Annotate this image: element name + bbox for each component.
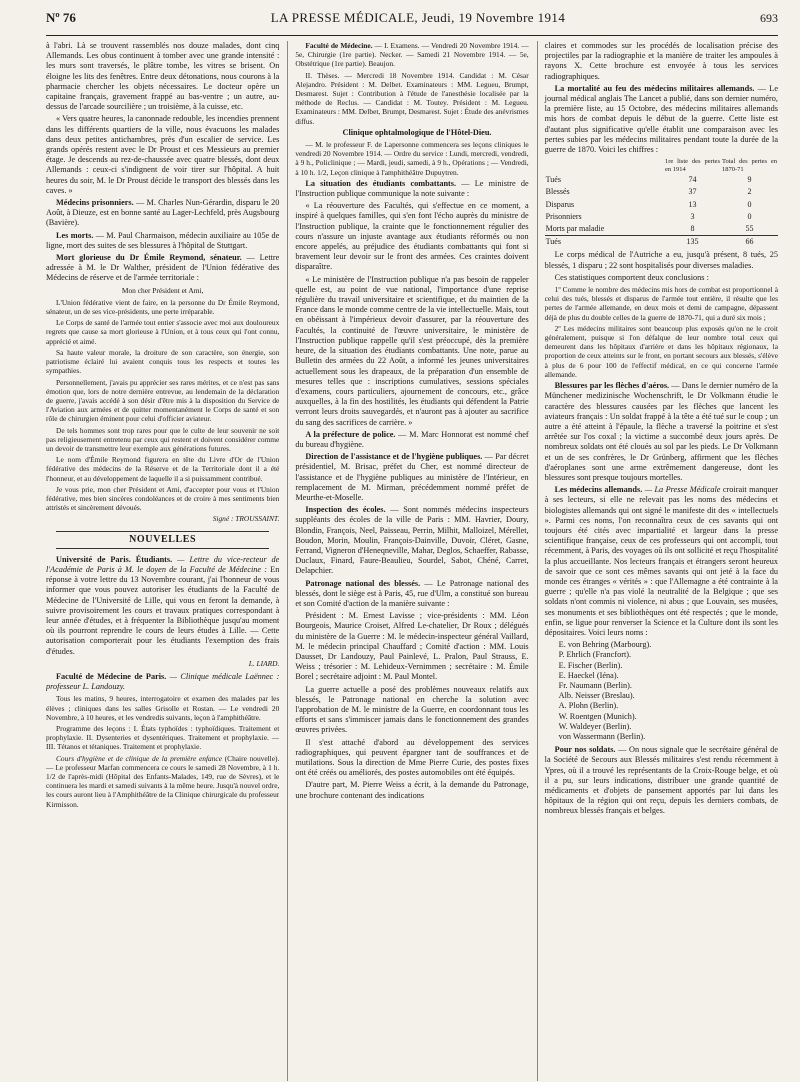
cell: 37 — [688, 187, 697, 197]
letter-paragraph: L'Union fédérative vient de faire, en la personne du Dr Émile Reymond, sénateur, un de ses vice-présidents, une perte irréparable. — [46, 297, 280, 317]
heading: Faculté de Médecine. — [305, 41, 373, 50]
news-item-mortality — [545, 84, 778, 155]
news-item-exams — [295, 41, 528, 69]
masthead-title: LA PRESSE MÉDICALE, Jeudi, 19 Novembre 1914 — [270, 10, 566, 25]
table-header — [545, 157, 778, 174]
list-item: W. Waldeyer (Berlin). — [558, 721, 632, 731]
body: — Le ministre de l'Instruction publique communique la note suivante : — [295, 178, 529, 199]
letter-salutation: Mon cher Président et Ami, — [121, 285, 204, 295]
body: — On nous signale que le secrétaire général de la Société de Secours aux Blessés militaires s'est rendu récemment à Ypres, où il a trouvé les représentants de la Croix-Rouge belge, et où il a pu, sur leurs indications, distribuer une grande quantité de médicaments et d'objets de pansement apportés par lui dans les hôpitaux de la région qui ont reçu, depuis les derniers combats, de nombreux blessés français et belges. — [544, 745, 778, 816]
list-item: E. von Behring (Marbourg). — [558, 640, 652, 650]
list-item: E. Haeckel (Iéna). — [558, 670, 619, 680]
table-row — [545, 174, 778, 186]
heading: Mort glorieuse du Dr Émile Reymond, sénateur. — [56, 253, 242, 263]
letter-signature: Signé : TROUSSAINT. — [212, 514, 280, 524]
news-item-ophtalmology: — M. le professeur F. de Lapersonne commencera ses leçons cliniques le vendredi 20 Novembre 1914. — Ordre du service : Lundi, mercredi, vendredi, à 9 h., Policlinique ; — Mardi, jeudi, samedi, à 9 h., Opérations ; — Vendredi, à 10 h. 1/2, Leçon clinique à l'amphithéâtre Dupuytren. — [295, 140, 529, 177]
row-label: Tués — [545, 175, 561, 185]
table-row — [545, 223, 778, 236]
cell: 55 — [745, 224, 754, 234]
letter-paragraph: Je vous prie, mon cher Président et Ami, d'accepter pour vous et l'Union fédérative, mes bien sincères condoléances et de croire à mes sentiments bien attristés et sincèrement dévoués. — [46, 484, 280, 513]
list-item: von Wassermann (Berlin). — [558, 732, 646, 741]
heading: La mortalité au feu des médecins militaires allemands. — [554, 83, 755, 93]
news-item-faculty — [46, 672, 279, 692]
paragraph: Il s'est attaché d'abord au développement des services radiographiques, qui peuvent épargner tant de souffrances et de mutilations. Sous la direction de Mme Pierre Curie, des postes fixes ont été créés ou améliorés, des postes automobiles ont été équipés. — [295, 737, 529, 778]
news-item-inspection — [295, 505, 528, 576]
cell: 135 — [664, 236, 721, 249]
body: — Dans le dernier numéro de la Münchener medizinische Wochenschrift, le Dr Volkmann étudie le caractère des blessures causées par les flèches que lancent les aviateurs français : Un soldat frappé à la tête a été tué sur le coup ; un autre a été atteint à l'épaule, la flèche a traversé la poitrine et s'est arrêtée sur l'os coxal ; la victime a succombé deux jours après. De nombreux soldats ont été cloués au sol par les pieds. Le Dr Volkmann et un de ses confrères, le Dr Grünberg, affirment que les flèches d'aéroplanes sont une arme extrêmement dangereuse, dont les blessures sont presque toujours mortelles. — [544, 381, 778, 482]
row-label: Blessés — [545, 187, 570, 197]
paragraph: « La réouverture des Facultés, qui s'effectue en ce moment, a inspiré à quelques familles, qui s'en font l'écho auprès du ministre de l'Instruction publique, la crainte que le fonctionnement régulier des cours n'assure un injuste avantage aux étudiants réformés ou non encore appelés, au préjudice des étudiants combattants qui font si bravement leur devoir sur le front des armées. Ces craintes doivent disparaître. — [295, 201, 529, 272]
cell: 66 — [721, 236, 778, 249]
column-3 — [537, 41, 778, 1081]
paragraph: « Le ministère de l'Instruction publique n'a pas besoin de rappeler quelle est, au point de vue national, l'importance d'une reprise régulière du travail universitaire et scientifique, et du maintien de la France dans le monde comme centre de la vie intellectuelle. Mais, tout en obéissant à l'impérieux devoir d'assurer, par la réouverture des Facultés, la continuité de l'œuvre universitaire, le ministère de l'Instruction publique rappelle qu'il s'est préoccupé, dès la première heure, de la situation des étudiants combattants. Une note, parue au Bulletin des armées du 22 Août, a informé les jeunes universitaires actuellement sous les drapeaux, de la préparation d'un ensemble de mesures telles que : inscriptions cumulatives, sessions spéciales d'examens, cours particuliers, ajournement de concours, etc., grâce auxquelles, à la fin des hostilités, les étudiants qui défendent la Patrie verront leurs droits sauvegardés, et n'auront pas à ajouter au sacrifice du sang des sacrifices de carrière. » — [295, 274, 529, 427]
news-item-prefecture — [295, 430, 528, 450]
list-item: W. Roentgen (Munich). — [558, 711, 637, 721]
paragraph: 2º Les médecins militaires sont beaucoup plus exposés qu'on ne le croit généralement, puisque si l'on défalque de leur nombre total ceux qui demeurent dans les hôpitaux d'arrière et dans les hôpitaux régionaux, la proportion de ceux atteints sur le front, en portant secours aux blessés, s'élève à plus de 6 pour 100 de l'effectif médical, en ce qui concerne l'armée allemande. — [544, 323, 778, 379]
row-label: Disparus — [545, 199, 575, 209]
body: (Chaire nouvelle). — Le professeur Marfan commencera ce cours le samedi 28 Novembre, à 1 h. 1/2 de l'après-midi (Hôpital des Enfants-Malades, 149, rue de Sèvres), et le continuera les mardi et samedi suivants à la même heure. Jusqu'à nouvel ordre, les cours auront lieu à l'Amphithéâtre de la Clinique chirurgicale du professeur Kirmisson. — [46, 753, 280, 809]
heading: Université de Paris. Étudiants. — [56, 554, 173, 564]
row-label: Morts par maladie — [545, 224, 605, 234]
news-item-theses: II. Thèses. — Mercredi 18 Novembre 1914. Candidat : M. César Alejandro. Président : M. Delbet. Examinateurs : MM. Legueu, Brumpt, Desmarest. Sujet : Contribution à l'étude de l'anesthésie localisée par la méthode de Reclus. — Candidat : M. Toutey. Président : M. Legueu. Examinateurs : MM. Delbet, Brumpt, Desmarest. Sujet : Étude des anévrismes diffus. — [295, 70, 529, 126]
names-list — [559, 640, 778, 742]
heading: Blessures par les flèches d'aéros. — [554, 381, 670, 391]
paragraph: Le corps médical de l'Autriche a eu, jusqu'à présent, 8 tués, 25 blessés, 1 disparu ; 22 sont hospitalisés pour diverses maladies. — [544, 250, 778, 270]
paragraph: Président : M. Ernest Lavisse ; vice-présidents : MM. Léon Bourgeois, Maurice Croiset, Alfred Le-chatelier, Dr Roux ; délégués du ministère de la Guerre : M. le médecin-inspecteur général Vaillard, M. le médecin principal Chauffard ; Comité d'action : MM. Louis Dausset, Dr Landouzy, Paul Painlevé, L. Pralon, Paul Strauss, E. Weiss ; trésorier : M. Lehideux-Vernimmen ; secrétaire : M. Émile Borel ; secrétaire adjoint : M. Paul Montel. — [295, 611, 529, 682]
row-label: Tués — [545, 236, 664, 249]
column-1 — [46, 41, 279, 1081]
cell: 0 — [747, 211, 752, 221]
column-header: Total des pertes en 1870-71 — [721, 158, 777, 173]
subheading: — Lettre du vice-recteur de l'Académie de Paris à M. le doyen de la Faculté de Médecine : — [46, 554, 280, 574]
paragraph — [46, 754, 279, 809]
table-row — [545, 199, 778, 211]
heading: Faculté de Médecine de Paris. — [56, 671, 167, 681]
article-continuation: à l'abri. Là se trouvent rassemblés nos douze malades, dont cinq Allemands. Les obus continuent à tomber avec une grande intensité : les murs sont traversés, le plâtre tombe, les vitres se brisent. On éloigne les lits des fenêtres. Entre deux détonations, nous courons à la pharmacie chercher les objets nécessaires. Le docteur opère un capitaine français, gravement frappé au bas-ventre ; un autre, au-dessus de l'arcade sourcilière ; un troisième, à la cuisse, etc. — [46, 41, 280, 112]
body: — M. Marc Honnorat est nommé chef du bureau d'hygiène. — [295, 429, 529, 449]
cell: 74 — [688, 175, 697, 185]
table-row — [545, 211, 778, 223]
letter-paragraph: Le nom d'Émile Reymond figurera en tête du Livre d'Or de l'Union fédérative des médecins de la Réserve et de la Territoriale dont il a été l'honneur, et au développement de laquelle il a si puissamment contribué. — [46, 455, 280, 483]
heading: Clinique ophtalmologique de l'Hôtel-Dieu. — [342, 127, 492, 137]
heading: Inspection des écoles. — [305, 505, 386, 515]
news-item-german-doctors — [545, 485, 778, 638]
heading: La situation des étudiants combattants. — [305, 178, 457, 188]
course-title: Cours d'hygiène et de clinique de la première enfance — [56, 753, 222, 763]
heading: A la préfecture de police. — [305, 429, 396, 439]
paragraph: « Vers quatre heures, la canonnade redouble, les incendies prennent dans les différents quartiers de la ville, nous évacuons les malades dans deux petites antichambres, près d'un escalier de service. Les grands opérés restent avec le Dr Proust et ces Messieurs au premier étage. Je descends au rez-de-chaussée avec quatre blessés, dont deux Allemands : ceux-ci s'indignent de voir tirer sur l'hôpital. A huit heures du soir, M. le Dr Proust décide le transport des blessés dans les caves. » — [46, 114, 280, 195]
cell: 8 — [690, 224, 695, 234]
news-item-deaths — [46, 231, 279, 251]
list-item: Fr. Naumann (Berlin). — [558, 680, 632, 690]
paragraph: La guerre actuelle a posé des problèmes nouveaux relatifs aux blessés, le Patronage national en cherche la solution avec l'approbation de M. le ministre de la Guerre, en coordonnant tous les efforts et sans s'immiscer jamais dans le fonctionnement des grandes œuvres privées. — [295, 684, 529, 735]
letter-paragraph: Personnellement, j'avais pu apprécier ses rares mérites, et ce n'est pas sans émotion que, lors de notre dernière entrevue, au lendemain de la déclaration de guerre, j'avais accédé à son désir d'être mis à la disposition du Service de l'Aviation aux armées et de quitter momentanément le Corps de santé et son rôle de chirurgien éminent pour celui d'officier aviateur. — [46, 377, 280, 424]
body: — Sont nommés médecins inspecteurs suppléants des écoles de la ville de Paris : MM. Havrier, Doury, Blondin, François, Neel, Paisseau, Perrin, Milhit, Malloizel, Mérellet, Boudon, Morin, Moulin, François-Dainville, Duvoir, Cléret, Gasne, Ferrand, Vigneron d'Heneqneville, Mahar, Deglos, Schaeffer, Rabasse, Duclaux, Finard, Faure-Beaulieu, Sourdel, Sabot, Chéné, Carret, Delapchier. — [295, 505, 529, 576]
heading: Pour nos soldats. — [554, 745, 616, 755]
heading: Patronage national des blessés. — [305, 578, 421, 588]
cell: 0 — [747, 199, 752, 209]
letter-paragraph: Sa haute valeur morale, la droiture de son caractère, son énergie, son patriotisme éclairé lui avaient conquis tous les respects et toutes les sympathies. — [46, 347, 280, 376]
list-item: P. Ehrlich (Francfort). — [558, 650, 632, 660]
cell: 2 — [747, 187, 752, 197]
journal-name: — La Presse Médicale — [642, 485, 721, 495]
page-number: 693 — [760, 11, 778, 25]
list-item: Alb. Neisser (Breslau). — [558, 691, 635, 701]
news-item-prisoners — [46, 198, 279, 229]
body: — M. Charles Nun-Gérardin, disparu le 20 Août, à Dieuze, est en bonne santé au Lager-Lechfeld, près Augsbourg (Bavière). — [46, 198, 280, 228]
issue-number: Nº 76 — [46, 10, 76, 25]
body: croirait manquer à ses lecteurs, si elle ne relevait pas les noms des médecins et biologistes allemands qui ont signé le manifeste dit des « intellectuels ». Parmi ces noms, l'on reconnaîtra ceux de ces savants qui ont toujours été cités avec impartialité et largeur dans la presse scientifique française, ceux de ces professeurs qui ont accompli, tout récemment, à Paris, des voyages où ils ont sollicité et reçu l'hospitalité la plus accueillante. Nos lecteurs français et étrangers seront heureux de savoir que ce sont ces mêmes savants qui ont jeté à la face du monde ces étranges « vérités » : que l'Allemagne a été contrainte à la guerre ; qu'elle n'a pas violé la neutralité de la Belgique ; que ses soldats n'ont commis ni violence, ni abus ; que Louvain, ses musées, ses monuments et ses bibliothèques ont été respectés ; que le monde, enfin, se ligue pour renverser la Science et la Culture dont ils sont les dépositaires. Voici leurs noms : — [544, 485, 778, 637]
news-item-arrows — [545, 381, 778, 483]
heading: Médecins prisonniers. — [56, 198, 134, 208]
paragraph: Tous les matins, 9 heures, interrogatoire et examen des malades par les élèves ; cliniques dans les salles Grisolle et Rostan. — Le vendredi 20 Novembre, à 10 heures, et les vendredis suivants, leçon à l'amphithéâtre. — [46, 694, 280, 722]
row-label: Prisonniers — [545, 211, 582, 221]
list-item: E. Fischer (Berlin). — [558, 660, 623, 670]
body: — Le Patronage national des blessés, dont le siège est à Paris, 45, rue d'Ulm, a constitué son bureau et son Comité d'action de la manière suivante : — [295, 578, 529, 608]
column-2 — [287, 41, 528, 1081]
table-row — [545, 186, 778, 198]
signature: L. LIARD. — [248, 658, 280, 668]
heading: Les médecins allemands. — [554, 485, 643, 495]
news-item-soldiers — [545, 745, 778, 816]
body: — Le journal médical anglais The Lancet a publié, dans son dernier numéro, la première liste, au 15 Octobre, des médecins militaires allemands mis hors de combat depuis le début de la guerre. Cette liste est d'autant plus significative qu'elle établit une comparaison avec les pertes subies par les médecins militaires pendant toute la durée de la guerre de 1870. Voici les chiffres : — [544, 83, 778, 155]
body: En réponse à votre lettre du 13 Novembre courant, j'ai l'honneur de vous informer que vous pouvez autoriser les étudiants de la Faculté de Médecine de l'Université de Lille, qui vous en feront la demande, à suivre provisoirement les cours et travaux pratiques correspondant à leur année d'études, et à fréquenter la Bibliothèque jusqu'au moment où ils pourront reprendre le cours de leurs études à Lille. — Cette autorisation comporterait pour les étudiants l'exemption des frais d'études. — [46, 564, 280, 656]
losses-table — [545, 157, 778, 248]
news-item-students — [295, 179, 528, 199]
list-item: A. Plohn (Berlin). — [558, 701, 619, 711]
body: — I. Examens. — Vendredi 20 Novembre 1914. — 5e, Chirurgie (1re partie). Necker. — Samedi 21 Novembre 1914. — 5e, Obstétrique (1re partie). Beaujon. — [295, 41, 529, 69]
heading: Les morts. — [56, 230, 94, 240]
table-total-row — [545, 236, 778, 249]
letter-paragraph: Le Corps de santé de l'armée tout entier s'associe avec moi aux douloureux regrets que cause sa mort glorieuse à l'Union, et à tous ceux qui l'ont connu, apprécié et aimé. — [46, 318, 280, 346]
news-item-patronage — [295, 579, 528, 610]
paragraph: D'autre part, M. Pierre Weiss a écrit, à la demande du Patronage, une brochure contenant des indications — [295, 780, 529, 800]
article-continuation: claires et commodes sur les procédés de localisation précise des projectiles par la radiographie et la manière de traiter les ampoules à rayons X. Cette brochure est envoyée à tous les services radiographiques. — [544, 41, 778, 81]
news-item-reymond — [46, 253, 279, 284]
body: — Lettre adressée à M. le Dr Walther, président de l'Union fédérative des Médecins de réserve et de l'armée territoriale : — [46, 253, 280, 283]
column-header: 1re liste des pertes en 1914 — [664, 158, 720, 173]
letter-paragraph: De tels hommes sont trop rares pour que le culte de leur souvenir ne soit pas religieusement entretenu par ceux qui restent et doivent considérer comme un devoir de transmettre leur exemple aux générations futures. — [46, 425, 280, 453]
body: — Par décret présidentiel, M. Brisac, préfet du Cher, est nommé directeur de l'assistance et de l'hygiène publiques au ministère de l'Intérieur, en remplacement de M. Mirman, précédemment nommé préfet de Meurthe-et-Moselle. — [295, 452, 529, 502]
body: — M. Paul Charmaison, médecin auxiliaire au 105e de ligne, mort des suites de ses blessures à l'hôpital de Stuttgart. — [46, 230, 280, 250]
heading: Direction de l'assistance et de l'hygiène publiques. — [305, 452, 483, 462]
paragraph: Ces statistiques comportent deux conclusions : — [554, 272, 709, 282]
news-item-direction — [295, 452, 528, 503]
paragraph: 1º Comme le nombre des médecins mis hors de combat est proportionnel à celui des tués, blessés et disparus de l'armée tout entière, il résulte que les pertes de l'armée allemande, en deux mois et demi de campagne, dépassent déjà de plus du double celles de la guerre de 1870-71, qui a duré six mois ; — [544, 285, 778, 322]
subheading: — Clinique médicale Laënnec : professeur L. Landouzy. — [46, 671, 280, 692]
page-header — [46, 10, 778, 36]
cell: 3 — [690, 211, 695, 221]
cell: 13 — [688, 199, 697, 209]
paragraph: Programme des leçons : I. États typhoïdes : typhoïdiques. Traitement et prophylaxie. II. Dysenteries et dysentériques. Traitement et prophylaxie. — III. Tétanos et tétaniques. Traitement et prophylaxie. — [46, 724, 280, 752]
cell: 9 — [747, 175, 752, 185]
news-item-university — [46, 555, 279, 657]
section-heading-nouvelles: NOUVELLES — [56, 531, 269, 549]
